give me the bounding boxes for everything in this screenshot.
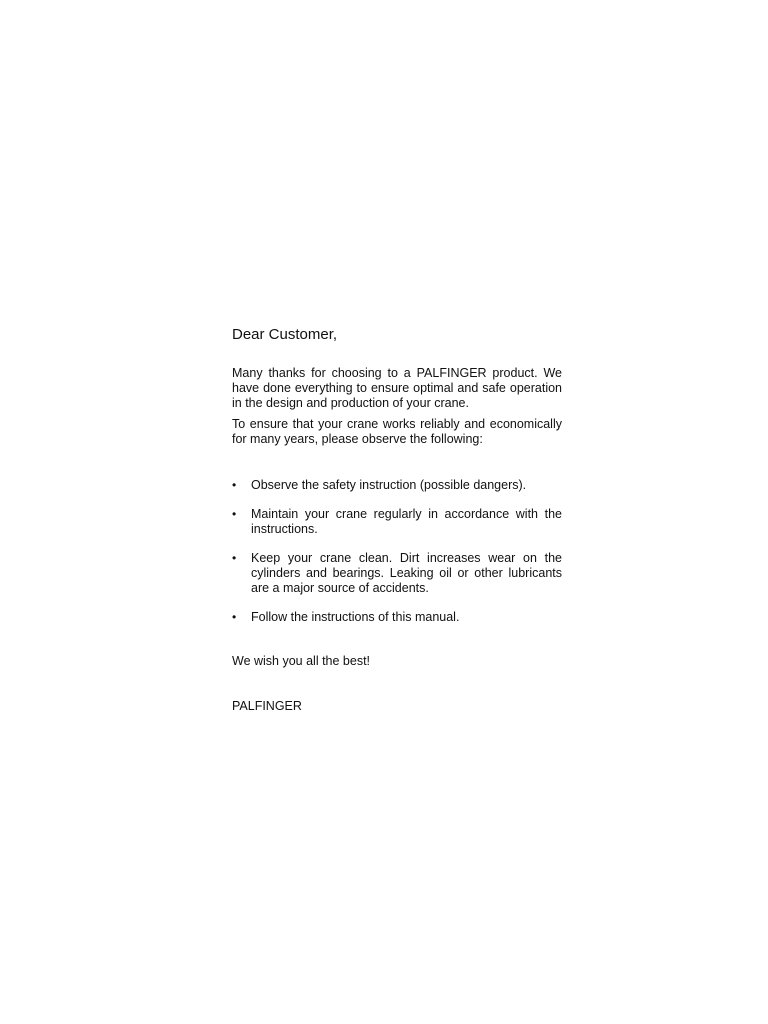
list-item-text: Keep your crane clean. Dirt increases wear on the cylinders and bearings. Leaking oil or other lubricants are a major source of accidents. [251,551,562,595]
bullet-icon: • [232,551,237,565]
list-item [232,478,562,493]
observe-paragraph: To ensure that your crane works reliably and economically for many years, please observe the following: [232,417,562,446]
customer-letter [232,325,562,714]
list-item [232,507,562,537]
bullet-icon: • [232,610,237,624]
bullet-icon: • [232,507,237,521]
closing-line: We wish you all the best! [232,654,371,668]
bullet-icon: • [232,478,237,492]
list-item [232,551,562,596]
list-item [232,610,562,625]
instruction-list [232,478,562,625]
signature: PALFINGER [232,699,302,713]
intro-paragraph: Many thanks for choosing to a PALFINGER product. We have done everything to ensure optimal and safe operation in the design and production of your crane. [232,366,562,410]
list-item-text: Follow the instructions of this manual. [251,610,460,624]
list-item-text: Observe the safety instruction (possible dangers). [251,478,527,492]
list-item-text: Maintain your crane regularly in accordance with the instructions. [251,507,562,536]
salutation: Dear Customer, [232,326,338,343]
